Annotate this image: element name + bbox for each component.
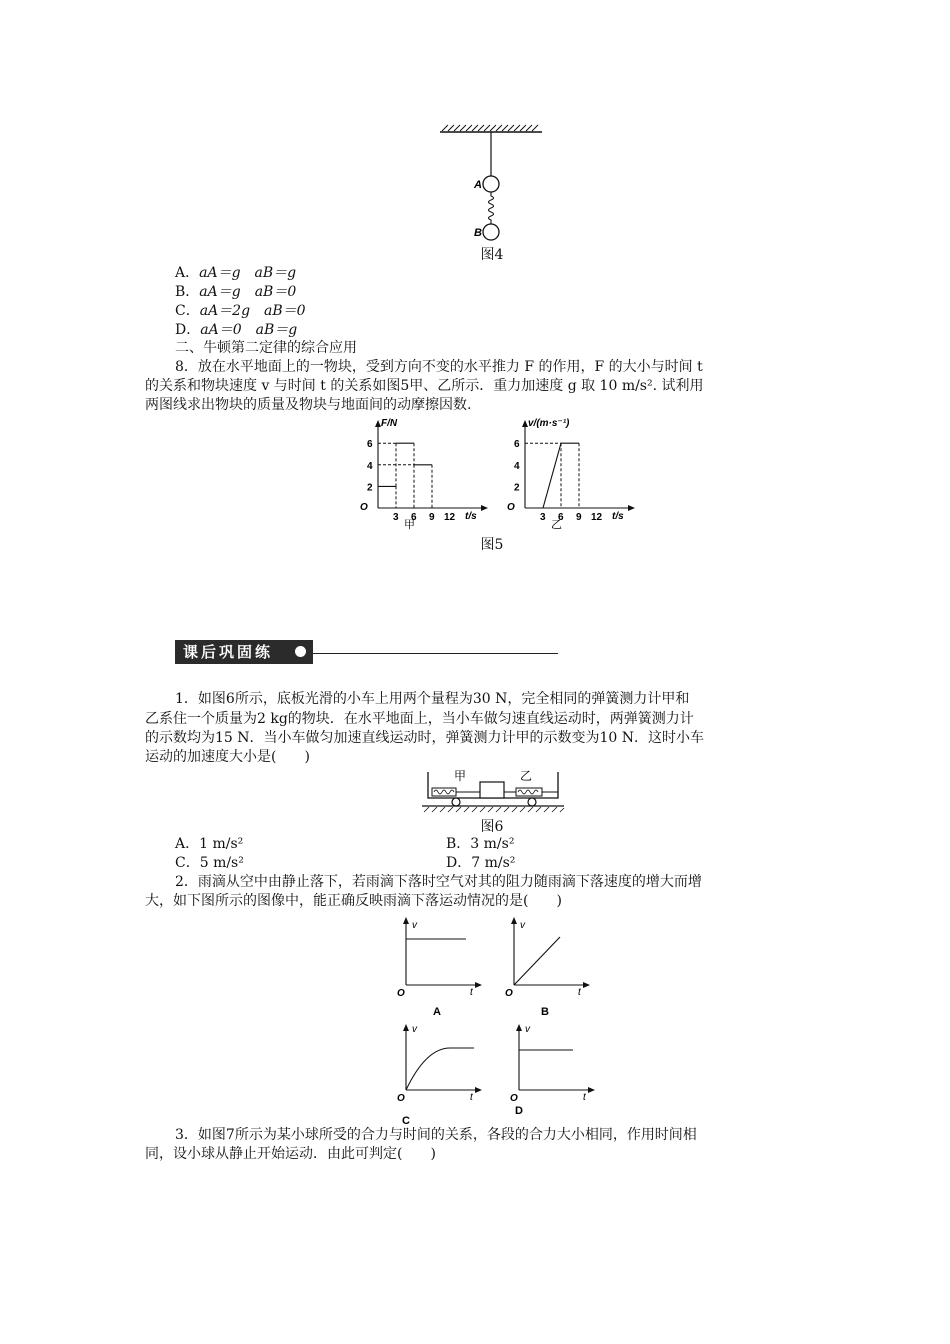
x-tick-label: 6 (558, 512, 564, 523)
svg-text:v: v (525, 1024, 530, 1035)
svg-text:v: v (412, 920, 417, 931)
x-axis-label: t/s (465, 511, 477, 522)
x-tick-label: 9 (576, 512, 582, 523)
x-tick-label: 12 (444, 512, 456, 523)
q7-option-d[interactable]: D．aA＝0 aB＝g (175, 322, 298, 338)
q1-line-2: 乙系住一个质量为2 kg的物块．在水平地面上，当小车做匀速直线运动时，两弹簧测力计 (145, 711, 694, 727)
figure-5-caption: 图5 (480, 537, 504, 553)
y-tick-label: 2 (514, 482, 520, 494)
q8-line-1: 8．放在水平地面上的一物块，受到方向不变的水平推力 F 的作用，F 的大小与时间 t (175, 359, 703, 375)
q3-line-1: 3．如图7所示为某小球所受的合力与时间的关系，各段的合力大小相同，作用时间相 (175, 1127, 697, 1143)
x-tick-label: 3 (393, 512, 399, 523)
svg-text:O: O (510, 1093, 518, 1104)
x-axis-arrow (481, 505, 488, 511)
graph-option-c[interactable] (390, 1018, 490, 1128)
q2-line-2: 大，如下图所示的图像中，能正确反映雨滴下落运动情况的是( ) (145, 893, 562, 909)
label-yi: 乙 (520, 769, 533, 783)
x-axis-arrow (628, 505, 635, 511)
label-a: A (474, 179, 482, 191)
section-banner: 课后巩固练 (175, 640, 313, 664)
q1-line-3: 的示数均为15 N．当小车做匀加速直线运动时，弹簧测力计甲的示数变为10 N．这时小车 (145, 730, 705, 746)
y-axis-label: F/N (381, 418, 398, 429)
figure-4-diagram (430, 120, 550, 245)
x-tick-label: 9 (429, 512, 435, 523)
graph-option-d[interactable] (503, 1018, 603, 1128)
svg-text:O: O (397, 1093, 405, 1104)
q1-option-d[interactable]: D．7 m/s² (446, 855, 516, 871)
graph-d-label: D (515, 1105, 523, 1117)
y-axis-label: v/(m·s⁻¹) (528, 418, 570, 429)
origin-label: O (360, 502, 368, 513)
chart-f-vs-t (350, 414, 500, 532)
y-tick-label: 6 (367, 439, 373, 451)
graph-option-a[interactable] (390, 915, 490, 1020)
x-tick-label: 3 (540, 512, 546, 523)
origin-label: O (507, 502, 515, 513)
banner-dot-icon (295, 646, 306, 657)
banner-divider (313, 653, 558, 654)
graph-c-label: C (402, 1115, 410, 1127)
x-tick-label: 12 (591, 512, 603, 523)
svg-text:O: O (397, 988, 405, 999)
q1-option-b[interactable]: B．3 m/s² (446, 836, 515, 852)
q8-line-3: 两图线求出物块的质量及物块与地面间的动摩擦因数. (145, 397, 472, 413)
wheel-left (452, 798, 460, 806)
label-b: B (474, 227, 482, 239)
figure-4-caption: 图4 (480, 247, 504, 263)
y-tick-label: 6 (514, 439, 520, 451)
label-jia: 甲 (454, 769, 467, 783)
q1-option-c[interactable]: C．5 m/s² (175, 855, 244, 871)
section-heading: 二、牛顿第二定律的综合应用 (175, 340, 357, 356)
wheel-right (528, 798, 536, 806)
block (480, 782, 504, 798)
x-tick-label: 6 (411, 512, 417, 523)
y-tick-label: 4 (367, 460, 373, 472)
chart-title: 甲 (404, 519, 415, 531)
ball-b (483, 224, 499, 240)
q7-option-a[interactable]: A．aA＝g aB＝g (175, 265, 297, 281)
q7-option-b[interactable]: B．aA＝g aB＝0 (175, 284, 297, 300)
y-tick-label: 2 (367, 482, 373, 494)
y-tick-label: 4 (514, 460, 520, 472)
graph-a-label: A (433, 1006, 441, 1018)
svg-text:v: v (412, 1024, 417, 1035)
spring (489, 192, 494, 224)
q8-line-2: 的关系和物块速度 v 与时间 t 的关系如图5甲、乙所示．重力加速度 g 取 10 m/s². 试利用 (145, 378, 704, 394)
q2-line-1: 2．雨滴从空中由静止落下，若雨滴下落时空气对其的阻力随雨滴下落速度的增大而增 (175, 874, 702, 890)
q1-line-4: 运动的加速度大小是( ) (145, 749, 310, 765)
graph-b-label: B (541, 1006, 549, 1018)
svg-text:t: t (470, 987, 473, 998)
figure-6-caption: 图6 (480, 819, 504, 835)
ball-a (483, 176, 499, 192)
svg-text:v: v (520, 920, 525, 931)
svg-text:O: O (505, 988, 513, 999)
q3-line-2: 同，设小球从静止开始运动．由此可判定( ) (145, 1146, 436, 1162)
graph-option-b[interactable] (498, 915, 598, 1020)
figure-6-cart-diagram (418, 766, 568, 814)
q1-option-a[interactable]: A．1 m/s² (175, 836, 244, 852)
x-axis-label: t/s (612, 511, 624, 522)
q1-line-1: 1．如图6所示，底板光滑的小车上用两个量程为30 N，完全相同的弹簧测力计甲和 (175, 691, 690, 707)
svg-text:t: t (470, 1092, 473, 1103)
svg-text:t: t (578, 987, 581, 998)
chart-v-vs-t (497, 414, 647, 532)
chart-title: 乙 (551, 519, 562, 531)
q7-option-c[interactable]: C．aA＝2g aB＝0 (175, 303, 306, 319)
svg-text:t: t (583, 1092, 586, 1103)
